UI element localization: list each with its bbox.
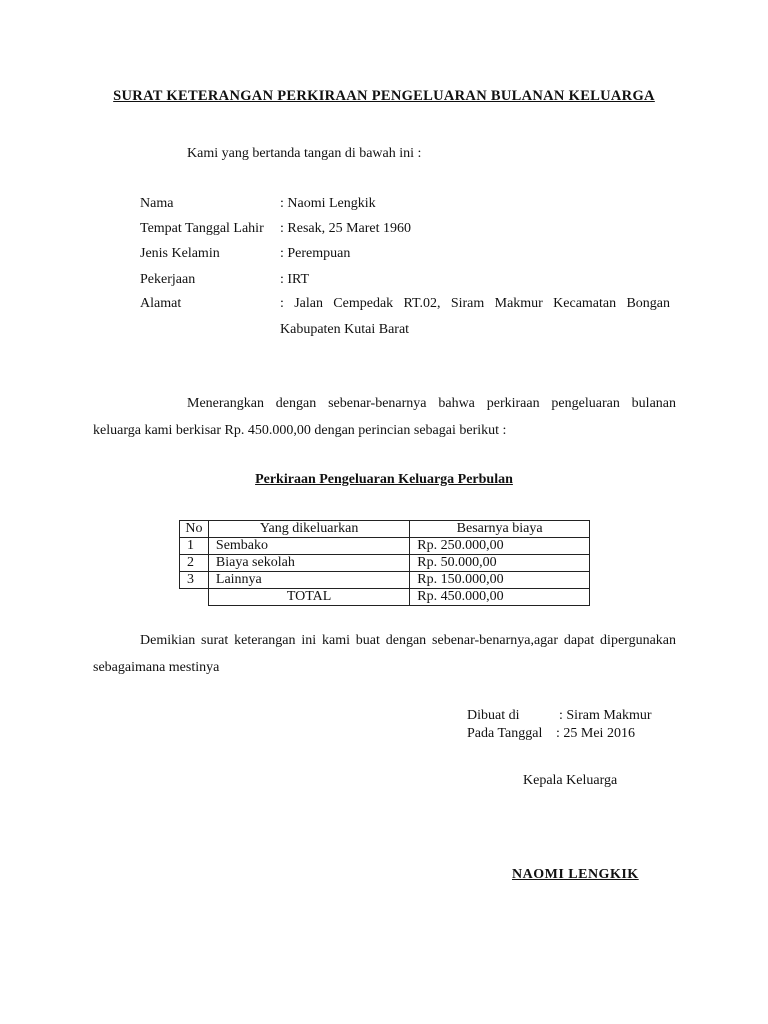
row-no: 2 bbox=[180, 555, 209, 572]
field-value-gender: : Perempuan bbox=[280, 246, 351, 261]
header-amount: Besarnya biaya bbox=[410, 521, 590, 538]
place-value: : Siram Makmur bbox=[559, 708, 652, 723]
place-label: Dibuat di bbox=[467, 708, 520, 723]
row-amount: Rp. 50.000,00 bbox=[410, 555, 590, 572]
header-item: Yang dikeluarkan bbox=[208, 521, 409, 538]
date-value: : 25 Mei 2016 bbox=[556, 726, 635, 741]
row-item: Lainnya bbox=[208, 572, 409, 589]
table-row bbox=[180, 538, 590, 555]
field-value-job: : IRT bbox=[280, 272, 310, 287]
table-header-row bbox=[180, 521, 590, 538]
signer-role: Kepala Keluarga bbox=[523, 773, 618, 788]
field-label-address: Alamat bbox=[140, 296, 182, 311]
total-blank-cell bbox=[180, 589, 209, 606]
table-total-row bbox=[180, 589, 590, 606]
table-row bbox=[180, 555, 590, 572]
row-no: 1 bbox=[180, 538, 209, 555]
expense-table bbox=[179, 520, 590, 606]
header-no: No bbox=[180, 521, 209, 538]
field-label-gender: Jenis Kelamin bbox=[140, 246, 220, 261]
row-amount: Rp. 250.000,00 bbox=[410, 538, 590, 555]
field-label-ttl: Tempat Tanggal Lahir bbox=[140, 221, 264, 236]
field-label-job: Pekerjaan bbox=[140, 272, 196, 287]
field-value-address-line2: Kabupaten Kutai Barat bbox=[280, 322, 410, 337]
row-no: 3 bbox=[180, 572, 209, 589]
letter-title: SURAT KETERANGAN PERKIRAAN PENGELUARAN BULANAN KELUARGA bbox=[113, 88, 655, 104]
signer-name: NAOMI LENGKIK bbox=[512, 867, 639, 882]
field-value-ttl: : Resak, 25 Maret 1960 bbox=[280, 221, 412, 236]
table-row bbox=[180, 572, 590, 589]
row-amount: Rp. 150.000,00 bbox=[410, 572, 590, 589]
table-title: Perkiraan Pengeluaran Keluarga Perbulan bbox=[255, 472, 513, 487]
row-item: Sembako bbox=[208, 538, 409, 555]
field-label-nama: Nama bbox=[140, 196, 174, 211]
intro-text: Kami yang bertanda tangan di bawah ini : bbox=[187, 146, 422, 161]
row-item: Biaya sekolah bbox=[208, 555, 409, 572]
closing-paragraph: Demikian surat keterangan ini kami buat dengan sebenar-benarnya,agar dapat dipergunakan sebagaimana mestinya bbox=[93, 633, 676, 675]
field-value-address: : Jalan Cempedak RT.02, Siram Makmur Kecamatan Bongan bbox=[280, 296, 670, 311]
statement-paragraph: Menerangkan dengan sebenar-benarnya bahwa perkiraan pengeluaran bulanan keluarga kami berkisar Rp. 450.000,00 dengan perincian sebagai berikut : bbox=[93, 396, 676, 438]
total-label: TOTAL bbox=[208, 589, 409, 606]
date-label: Pada Tanggal bbox=[467, 726, 543, 741]
total-amount: Rp. 450.000,00 bbox=[410, 589, 590, 606]
field-value-nama: : Naomi Lengkik bbox=[280, 196, 376, 211]
